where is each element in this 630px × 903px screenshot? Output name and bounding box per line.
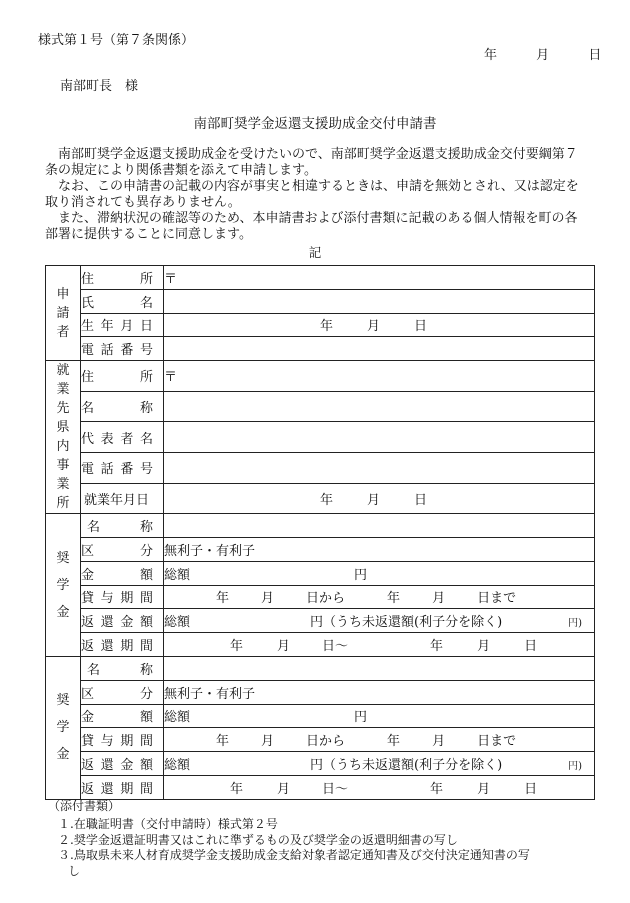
scholarship2-category-row [46,680,595,704]
workplace-phone-field[interactable] [164,452,595,483]
postal-mark: 〒 [164,370,178,386]
scholarship2-name-field[interactable] [164,656,595,680]
applicant-birth-label: 生 年 月 日 [81,313,164,337]
scholarship1-amount-field[interactable]: 総額 円 [164,561,595,585]
scholarship1-repay-period-label: 返 還 期 間 [81,633,164,657]
scholarship1-name-row [46,514,595,538]
workplace-name-label: 名 称 [81,391,164,422]
attachments-list [58,817,588,879]
body-paragraph-3: また、滞納状況の確認等のため、本申請書および添付書類に記載のある個人情報を町の各部署に提供することに同意します。 [45,211,578,242]
scholarship2-category-label: 区 分 [81,680,164,704]
applicant-name-field[interactable] [164,289,595,313]
scholarship2-name-label: 名 称 [81,656,164,680]
scholarship1-name-field[interactable] [164,514,595,538]
scholarship2-repay-amount-label: 返 還 金 額 [81,752,164,776]
applicant-phone-row [46,337,595,361]
date-month-label: 月 [536,48,550,63]
workplace-representative-row [46,422,595,453]
workplace-phone-label: 電 話 番 号 [81,452,164,483]
submission-date [484,49,601,62]
scholarship2-repay-period-label: 返 還 期 間 [81,775,164,799]
application-form-table [45,265,595,800]
scholarship2-repay-amount-row [46,752,595,776]
scholarship2-repay-amount-field[interactable]: 総額 円（うち未返還額(利子分を除く) 円) [164,752,595,776]
scholarship2-repay-period-field[interactable]: 年 月 日〜 年 月 日 [164,775,595,799]
workplace-name-row [46,391,595,422]
body-paragraph-1: 南部町奨学金返還支援助成金を受けたいので、南部町奨学金返還支援助成金交付要綱第７条の規定により関係書類を添えて申請します。 [45,147,578,178]
scholarship2-name-row [46,656,595,680]
workplace-employment-date-row [46,483,595,514]
form-number: 様式第１号（第７条関係） [38,33,195,48]
workplace-representative-field[interactable] [164,422,595,453]
scholarship2-loan-period-field[interactable]: 年 月 日から 年 月 日まで [164,728,595,752]
scholarship2-amount-label: 金 額 [81,704,164,728]
attachments-heading: （添付書類） [48,799,121,813]
scholarship1-amount-label: 金 額 [81,561,164,585]
scholarship1-loan-period-field[interactable]: 年 月 日から 年 月 日まで [164,585,595,609]
applicant-address-field[interactable] [164,266,595,290]
postal-mark: 〒 [164,271,178,287]
scholarship1-loan-period-row [46,585,595,609]
attachment-item-continuation: し [68,863,81,878]
body-paragraph-2: なお、この申請書の記載の内容が事実と相違するときは、申請を無効とされ、又は認定を取り消されても異存ありません。 [45,179,579,210]
scholarship1-category-label: 区 分 [81,537,164,561]
scholarship2-amount-row [46,704,595,728]
applicant-birth-field[interactable]: 年 月 日 [164,313,595,337]
addressee: 南部町長 様 [60,79,139,94]
employment-date-field[interactable]: 年 月 日 [164,483,595,514]
workplace-phone-row [46,452,595,483]
workplace-group-label: 就 業 先 県 内 事 業 所 [46,361,81,514]
scholarship2-loan-period-row [46,728,595,752]
scholarship1-repay-period-field[interactable]: 年 月 日〜 年 月 日 [164,633,595,657]
applicant-address-row [46,266,595,290]
attachment-item: ２.奨学金返還証明書又はこれに準ずるもの及び奨学金の返還明細書の写し [58,832,458,847]
applicant-birth-row [46,313,595,337]
applicant-phone-field[interactable] [164,337,595,361]
workplace-representative-label: 代 表 者 名 [81,422,164,453]
date-year-label: 年 [484,48,498,63]
scholarship2-loan-period-label: 貸 与 期 間 [81,728,164,752]
applicant-address-label: 住 所 [81,266,164,290]
workplace-address-label: 住 所 [81,361,164,392]
scholarship1-repay-period-row [46,633,595,657]
applicant-phone-label: 電 話 番 号 [81,337,164,361]
attachment-item: １.在職証明書（交付申請時）様式第２号 [58,817,278,831]
scholarship1-group-label: 奨 学 金 [46,514,81,657]
document-title: 南部町奨学金返還支援助成金交付申請書 [193,116,437,132]
scholarship1-repay-amount-field[interactable]: 総額 円（うち未返還額(利子分を除く) 円) [164,609,595,633]
scholarship1-loan-period-label: 貸 与 期 間 [81,585,164,609]
scholarship1-repay-amount-row [46,609,595,633]
scholarship1-name-label: 名 称 [81,514,164,538]
ki-marker: 記 [308,245,322,260]
scholarship2-group-label: 奨 学 金 [46,656,81,799]
workplace-name-field[interactable] [164,391,595,422]
attachment-item: ３.鳥取県未来人材育成奨学金支援助成金支給対象者認定通知書及び交付決定通知書の写 [58,848,530,862]
body-text [45,147,590,243]
scholarship2-category-field[interactable]: 無利子・有利子 [164,680,595,704]
scholarship1-amount-row [46,561,595,585]
date-day-label: 日 [588,48,602,63]
employment-date-label: 就業年月日 [81,483,164,514]
applicant-name-label: 氏 名 [81,289,164,313]
scholarship1-category-row [46,537,595,561]
scholarship1-repay-amount-label: 返 還 金 額 [81,609,164,633]
workplace-address-row [46,361,595,392]
scholarship1-category-field[interactable]: 無利子・有利子 [164,537,595,561]
applicant-name-row [46,289,595,313]
workplace-address-field[interactable] [164,361,595,392]
applicant-group-label: 申 請 者 [46,266,81,361]
scholarship2-repay-period-row [46,775,595,799]
scholarship2-amount-field[interactable]: 総額 円 [164,704,595,728]
